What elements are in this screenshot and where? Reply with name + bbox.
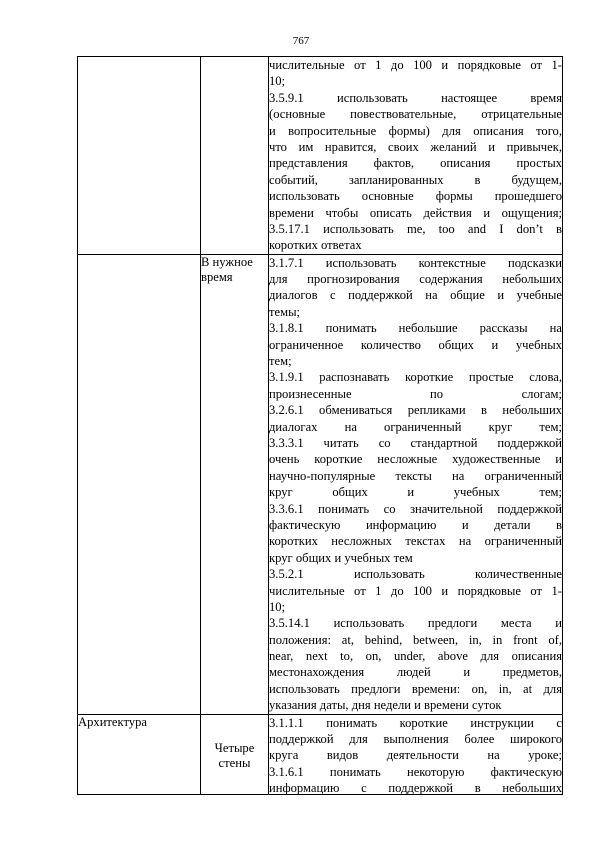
objective-line: коротких несложных текстах на ограниченный xyxy=(269,534,562,549)
topic-cell xyxy=(78,254,201,714)
objective-line: информацию с поддержкой в небольших xyxy=(269,781,562,795)
objective-line: произнесенные по слогам; xyxy=(269,386,562,401)
objective-line: 3.2.6.1 обмениваться репликами в небольших xyxy=(269,403,562,418)
objective-line: событий, запланированных в будущем, xyxy=(269,172,562,187)
objective-line: представления фактов, описания простых xyxy=(269,156,562,171)
objective-line: 3.1.8.1 понимать небольшие рассказы на xyxy=(269,321,562,336)
objective-line: 3.3.3.1 читать со стандартной поддержкой xyxy=(269,435,562,450)
objectives-cell xyxy=(269,57,563,255)
objective-line: времени чтобы описать действия и ощущения; xyxy=(269,205,562,220)
objective-line: 3.1.9.1 распознавать короткие простые слова, xyxy=(269,370,562,385)
section-cell xyxy=(201,57,269,255)
objective-line: круга видов деятельности на уроке; xyxy=(269,748,562,763)
objective-line: числительные от 1 до 100 и порядковые от 1- xyxy=(269,58,562,72)
objective-line: положения: at, behind, between, in, in front of, xyxy=(269,632,562,647)
page-number: 767 xyxy=(292,35,310,47)
objective-line: 3.5.14.1 использовать предлоги места и xyxy=(269,616,562,631)
table-row xyxy=(78,254,563,714)
objective-line: фактическую информацию и детали в xyxy=(269,517,562,532)
objective-line: указания даты, дня недели и времени суток xyxy=(269,698,502,713)
objective-line: местонахождения людей и предметов, xyxy=(269,665,562,680)
objective-line: тем; xyxy=(269,354,292,369)
objective-line: темы; xyxy=(269,304,301,319)
objective-line: диалогах на ограниченный круг тем; xyxy=(269,419,562,434)
objectives-cell xyxy=(269,714,563,795)
objective-line: ограниченное количество общих и учебных xyxy=(269,337,562,352)
objective-line: научно-популярные тексты на ограниченный xyxy=(269,468,562,483)
objective-line: 3.1.1.1 понимать короткие инструкции с xyxy=(269,715,562,730)
objective-line: 3.5.17.1 использовать me, too and I don’t в xyxy=(269,221,562,236)
objective-line: использовать предлоги времени: on, in, at для xyxy=(269,681,562,696)
objective-line: (основные повествовательные, отрицательные xyxy=(269,107,562,122)
table-row xyxy=(78,57,563,255)
objective-line: коротких ответах xyxy=(269,238,362,253)
topic-cell: Архитектура xyxy=(78,714,201,795)
objective-line: что им нравится, своих желаний и привычек, xyxy=(269,139,562,154)
section-cell: В нужное время xyxy=(201,254,269,714)
objective-line: очень короткие несложные художественные и xyxy=(269,452,562,467)
table-row xyxy=(78,714,563,795)
objective-line: near, next to, on, under, above для описания xyxy=(269,649,562,664)
objective-line: круг общих и учебных тем; xyxy=(269,485,562,500)
section-cell: Четыре стены xyxy=(201,714,269,795)
objective-line: диалогов с поддержкой на общие и учебные xyxy=(269,288,562,303)
objective-line: 10; xyxy=(269,74,286,89)
objective-line: 3.5.2.1 использовать количественные xyxy=(269,567,562,582)
objective-line: 3.1.6.1 понимать некоторую фактическую xyxy=(269,764,562,779)
objective-line: числительные от 1 до 100 и порядковые от 1- xyxy=(269,583,562,598)
objective-line: 3.5.9.1 использовать настоящее время xyxy=(269,90,562,105)
objective-line: 3.1.7.1 использовать контекстные подсказки xyxy=(269,255,562,270)
objective-line: 3.3.6.1 понимать со значительной поддержкой xyxy=(269,501,562,516)
objective-line: поддержкой для выполнения более широкого xyxy=(269,732,562,747)
topic-cell xyxy=(78,57,201,255)
objective-line: круг общих и учебных тем xyxy=(269,550,413,565)
objective-line: 10; xyxy=(269,599,286,614)
objectives-cell xyxy=(269,254,563,714)
curriculum-table xyxy=(77,56,563,795)
objective-line: использовать основные формы прошедшего xyxy=(269,189,562,204)
objective-line: для прогнозирования содержания небольших xyxy=(269,272,562,287)
objective-line: и вопросительные формы) для описания того, xyxy=(269,123,562,138)
